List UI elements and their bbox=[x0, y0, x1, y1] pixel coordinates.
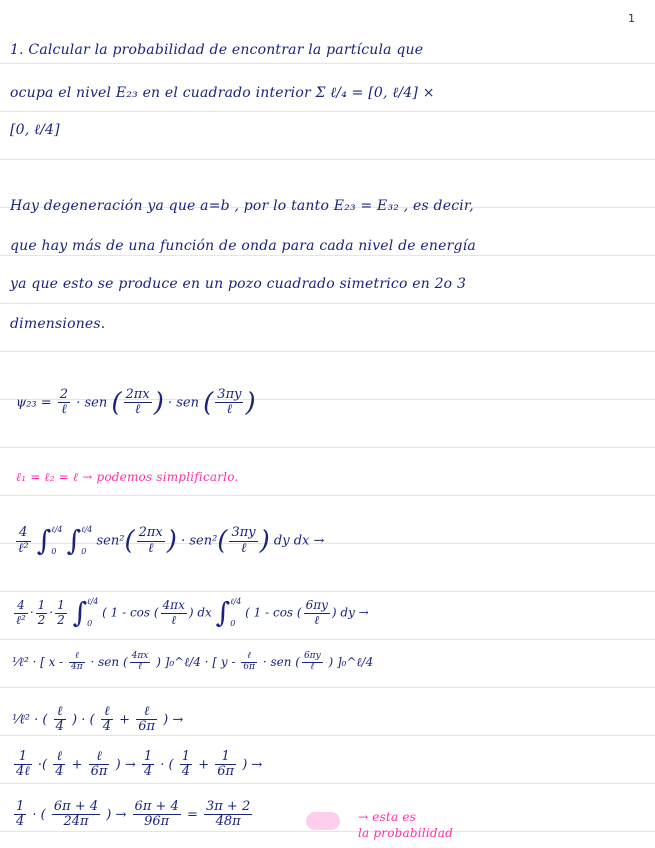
wavefunction-arg-1: $\frac{2\pi x}{\text{ℓ}}$ bbox=[125, 387, 150, 418]
explanation-line-1: Hay degeneración ya que a=b , por lo tanto E₂₃ = E₃₂ , es decir, bbox=[10, 198, 474, 214]
conclusion-line-1: → esta es bbox=[358, 810, 416, 824]
step-2-separated-integrals: $\frac{4}{\text{ℓ²}}$ · $\frac{1}{2}$ · $\frac{1}{2}$ ∫ ℓ/4 0 ( 1 - cos ( $\frac{4\pi x}{\text{ℓ}}$ ) dx ∫ ℓ/4 0 ( 1 - cos ( $\frac{6\pi y}{\text{ℓ}}$ ) dy → bbox=[16, 596, 369, 629]
problem-line-2: ocupa el nivel E₂₃ en el cuadrado interior Σ ℓ/₄ = [0, ℓ/4] × bbox=[10, 85, 435, 101]
wavefunction-arg-2: $\frac{3\pi y}{\text{ℓ}}$ bbox=[217, 387, 242, 418]
step1-arg-2: $\frac{3\pi y}{\text{ℓ}}$ bbox=[231, 525, 256, 556]
step1-arg-1: $\frac{2\pi x}{\text{ℓ}}$ bbox=[138, 525, 163, 556]
explanation-line-4: dimensiones. bbox=[10, 316, 106, 332]
problem-line-3: [0, ℓ/4] bbox=[10, 122, 60, 138]
final-probability: $\frac{3\pi + 2}{48\pi}$ bbox=[205, 799, 251, 830]
step1-tail: dy dx → bbox=[273, 533, 325, 549]
explanation-line-3: ya que esto se produce en un pozo cuadrado simetrico en 2o 3 bbox=[10, 276, 467, 292]
pink-highlighter-mark bbox=[306, 812, 340, 830]
step-3-antiderivatives: ¹⁄ℓ² · [ x - $\frac{\text{ℓ}}{4\pi}$ · sen ( $\frac{4\pi x}{\text{ℓ}}$ ) ]₀^ℓ/4 · [ y - $\frac{\text{ℓ}}{6\pi}$ · sen ( $\frac{6\pi y}{\text{ℓ}}$ ) ]₀^ℓ/4 bbox=[12, 651, 374, 672]
step-6-result: $\frac{1}{4}$ · ( $\frac{6\pi + 4}{24\pi}$ ) → $\frac{6\pi + 4}{96\pi}$ = $\frac{3\pi + 2}{48\pi}$ bbox=[16, 799, 251, 830]
simplification-note: ℓ₁ = ℓ₂ = ℓ → podemos simplificarlo. bbox=[16, 470, 239, 484]
step-5-simplify: $\frac{1}{\text{4ℓ}}$ ·( $\frac{\text{ℓ}}{4}$ + $\frac{\text{ℓ}}{6\pi}$ ) → $\frac{1}{4}$ · ( $\frac{1}{4}$ + $\frac{1}{6\pi}$ ) → bbox=[16, 749, 263, 780]
step-4-evaluated: ¹⁄ℓ² · ( $\frac{\text{ℓ}}{4}$ ) · ( $\frac{\text{ℓ}}{4}$ + $\frac{\text{ℓ}}{6\pi}$ ) → bbox=[12, 704, 184, 735]
explanation-line-2: que hay más de una función de onda para cada nivel de energía bbox=[10, 238, 476, 254]
wavefunction-lhs: ψ₂₃ = bbox=[16, 395, 52, 411]
wavefunction-coef: $\frac{2}{\text{ℓ}}$ bbox=[59, 387, 69, 418]
page-number: 1 bbox=[628, 12, 635, 25]
wavefunction-sen-2: · sen bbox=[167, 395, 199, 411]
step1-coef: $\frac{4}{\text{ℓ²}}$ bbox=[18, 525, 29, 556]
wavefunction-sen-1: · sen bbox=[76, 395, 108, 411]
conclusion-line-2: la probabilidad bbox=[358, 826, 453, 840]
problem-line-1: 1. Calcular la probabilidad de encontrar la partícula que bbox=[10, 42, 424, 58]
wavefunction-equation: ψ₂₃ = $\frac{2}{\text{ℓ}}$ · sen ( $\frac{2\pi x}{\text{ℓ}}$ ) · sen ( $\frac{3\pi y}{\text{ℓ}}$ ) bbox=[16, 387, 256, 418]
step-1-integral: $\frac{4}{\text{ℓ²}}$ ∫ ℓ/4 0 ∫ ℓ/4 0 sen²( $\frac{2\pi x}{\text{ℓ}}$ ) · sen²( $\frac{3\pi y}{\text{ℓ}}$ ) dy dx → bbox=[18, 524, 325, 557]
